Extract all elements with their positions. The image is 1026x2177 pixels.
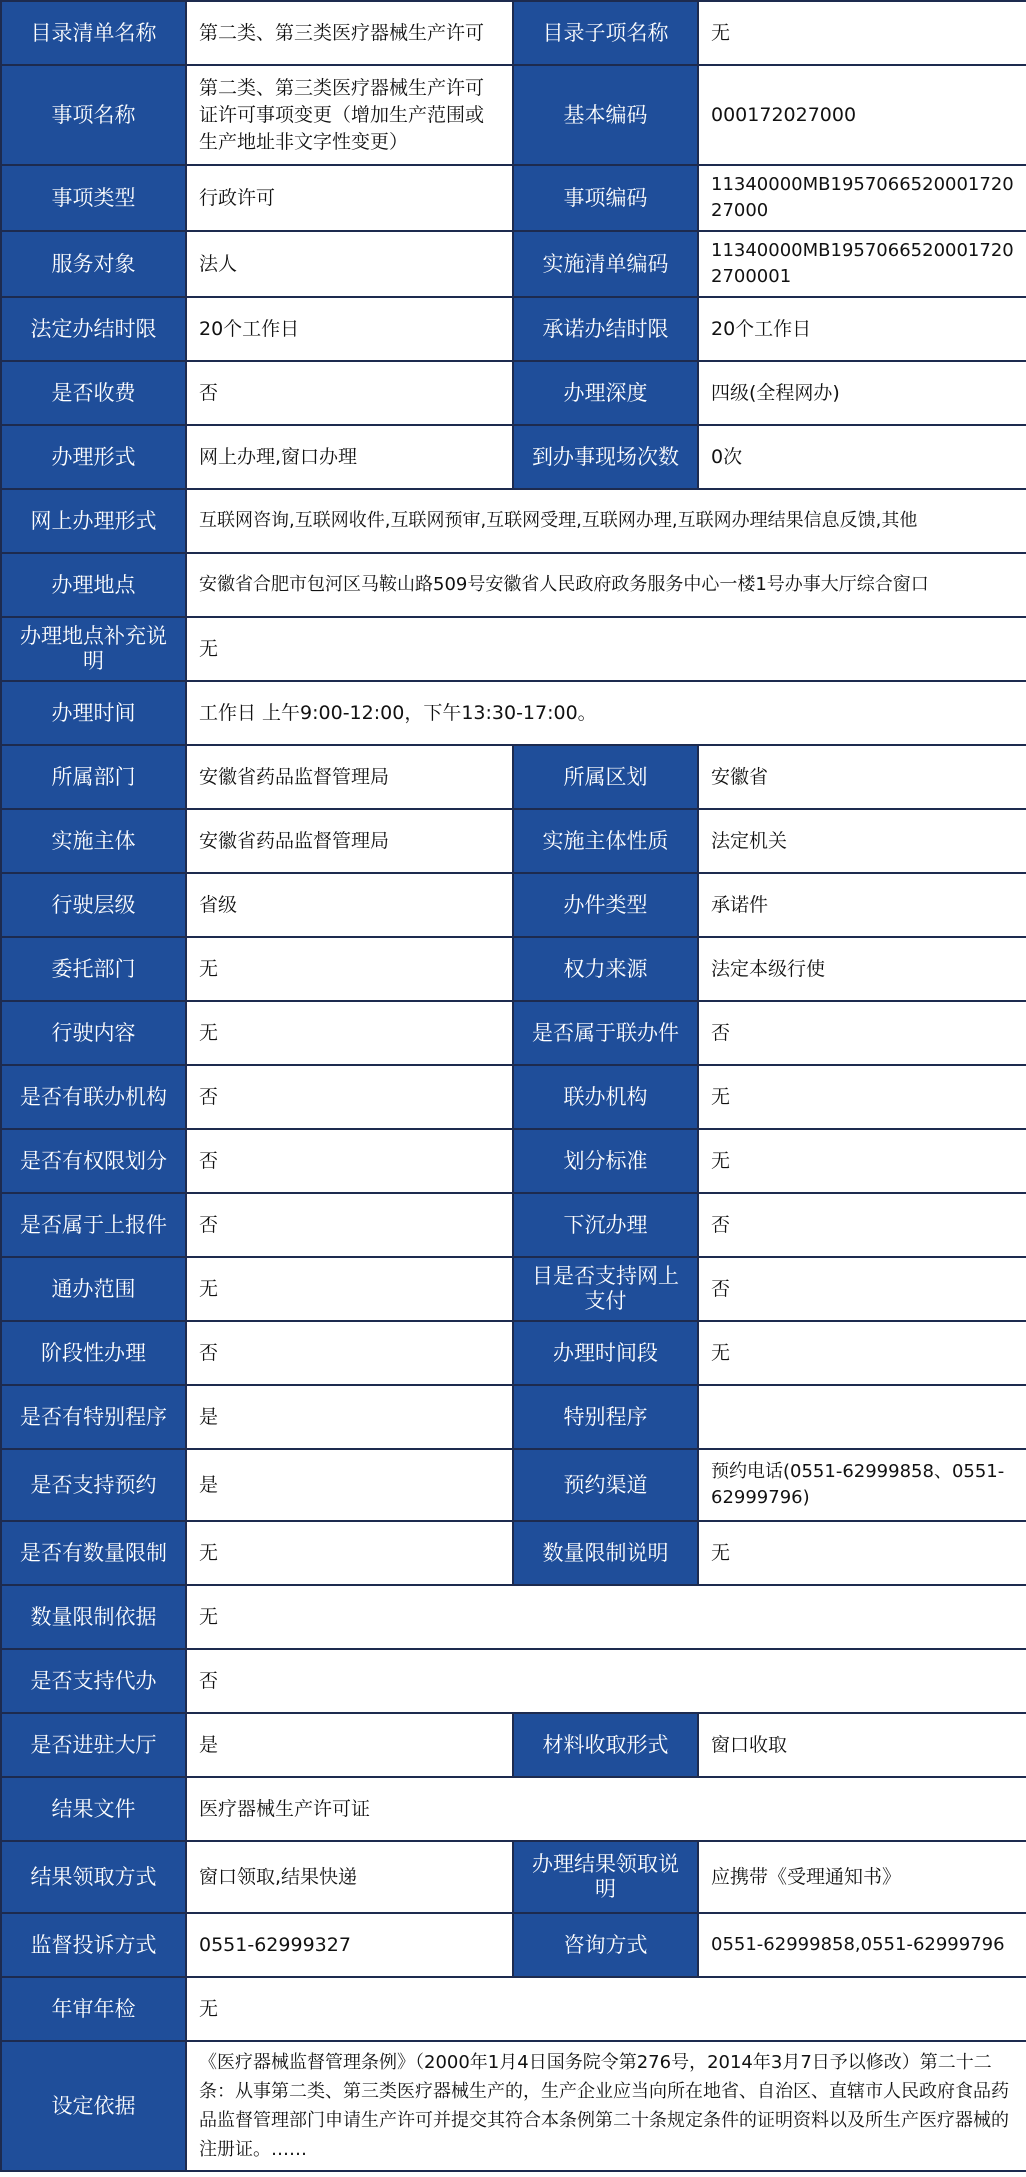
- field-value: 0次: [698, 425, 1026, 489]
- field-label: 数量限制说明: [513, 1521, 698, 1585]
- field-value: 窗口领取,结果快递: [186, 1841, 513, 1913]
- field-value: 0551-62999858,0551-62999796: [698, 1913, 1026, 1977]
- field-label: 办理地点补充说明: [1, 617, 186, 681]
- table-row: [1, 809, 1026, 873]
- field-label: 权力来源: [513, 937, 698, 1001]
- field-value: 无: [698, 1, 1026, 65]
- field-value: 安徽省药品监督管理局: [186, 809, 513, 873]
- field-value: 无: [186, 1001, 513, 1065]
- field-label: 是否有数量限制: [1, 1521, 186, 1585]
- field-value: 《医疗器械监督管理条例》（2000年1月4日国务院令第276号，2014年3月7日予以修改）第二十二条：从事第二类、第三类医疗器械生产的，生产企业应当向所在地省、自治区、直辖市人民政府食品药品监督管理部门申请生产许可并提交其符合本条例第二十条规定条件的证明资料以及所生产医疗器械的注册证。……: [186, 2041, 1026, 2171]
- table-row: [1, 1385, 1026, 1449]
- table-row: [1, 231, 1026, 297]
- field-label: 咨询方式: [513, 1913, 698, 1977]
- field-value: 第二类、第三类医疗器械生产许可证许可事项变更（增加生产范围或生产地址非文字性变更）: [186, 65, 513, 165]
- field-value: 否: [186, 1193, 513, 1257]
- field-value: 11340000MB19570665200017202700001: [698, 231, 1026, 297]
- field-value: 无: [186, 1521, 513, 1585]
- field-value: 11340000MB195706652000172027000: [698, 165, 1026, 231]
- field-label: 法定办结时限: [1, 297, 186, 361]
- field-label: 行驶层级: [1, 873, 186, 937]
- table-row: [1, 1193, 1026, 1257]
- field-value: 否: [186, 361, 513, 425]
- field-value: 否: [186, 1129, 513, 1193]
- table-row: [1, 617, 1026, 681]
- field-label: 所属区划: [513, 745, 698, 809]
- table-row: [1, 745, 1026, 809]
- field-label: 数量限制依据: [1, 1585, 186, 1649]
- field-value: 无: [186, 617, 1026, 681]
- table-row: [1, 361, 1026, 425]
- field-value: 无: [186, 1977, 1026, 2041]
- field-value: 安徽省合肥市包河区马鞍山路509号安徽省人民政府政务服务中心一楼1号办事大厅综合窗口: [186, 553, 1026, 617]
- field-label: 办件类型: [513, 873, 698, 937]
- table-row: [1, 1001, 1026, 1065]
- field-label: 是否有特别程序: [1, 1385, 186, 1449]
- field-value: 否: [186, 1065, 513, 1129]
- field-value: 否: [698, 1257, 1026, 1321]
- field-label: 网上办理形式: [1, 489, 186, 553]
- field-label: 委托部门: [1, 937, 186, 1001]
- field-value: 无: [698, 1129, 1026, 1193]
- field-label: 办理时间段: [513, 1321, 698, 1385]
- table-row: [1, 297, 1026, 361]
- table-row: [1, 1913, 1026, 1977]
- field-value: 省级: [186, 873, 513, 937]
- field-label: 办理深度: [513, 361, 698, 425]
- field-label: 实施清单编码: [513, 231, 698, 297]
- field-value: 否: [698, 1193, 1026, 1257]
- field-label: 联办机构: [513, 1065, 698, 1129]
- field-label: 年审年检: [1, 1977, 186, 2041]
- field-value: 20个工作日: [698, 297, 1026, 361]
- field-label: 实施主体: [1, 809, 186, 873]
- field-value: 无: [698, 1065, 1026, 1129]
- table-row: [1, 1257, 1026, 1321]
- field-label: 是否收费: [1, 361, 186, 425]
- field-value: 无: [186, 937, 513, 1001]
- field-label: 办理形式: [1, 425, 186, 489]
- field-value: 承诺件: [698, 873, 1026, 937]
- field-label: 结果文件: [1, 1777, 186, 1841]
- table-row: [1, 873, 1026, 937]
- field-label: 目是否支持网上支付: [513, 1257, 698, 1321]
- field-label: 目录清单名称: [1, 1, 186, 65]
- field-label: 特别程序: [513, 1385, 698, 1449]
- field-value: 法定机关: [698, 809, 1026, 873]
- field-value: 网上办理,窗口办理: [186, 425, 513, 489]
- field-label: 事项名称: [1, 65, 186, 165]
- field-value: 应携带《受理通知书》: [698, 1841, 1026, 1913]
- field-value: 无: [186, 1257, 513, 1321]
- field-value: 互联网咨询,互联网收件,互联网预审,互联网受理,互联网办理,互联网办理结果信息反馈,其他: [186, 489, 1026, 553]
- field-label: 实施主体性质: [513, 809, 698, 873]
- table-row: [1, 425, 1026, 489]
- table-row: [1, 1449, 1026, 1521]
- field-label: 预约渠道: [513, 1449, 698, 1521]
- table-row: [1, 1, 1026, 65]
- field-label: 划分标准: [513, 1129, 698, 1193]
- field-label: 办理地点: [1, 553, 186, 617]
- table-row: [1, 1521, 1026, 1585]
- field-value: 否: [186, 1321, 513, 1385]
- field-label: 是否有权限划分: [1, 1129, 186, 1193]
- field-label: 是否属于上报件: [1, 1193, 186, 1257]
- field-value: 行政许可: [186, 165, 513, 231]
- table-row: [1, 2041, 1026, 2171]
- field-value: 预约电话(0551-62999858、0551-62999796): [698, 1449, 1026, 1521]
- field-label: 是否支持代办: [1, 1649, 186, 1713]
- field-label: 目录子项名称: [513, 1, 698, 65]
- table-row: [1, 1585, 1026, 1649]
- field-label: 是否属于联办件: [513, 1001, 698, 1065]
- field-label: 基本编码: [513, 65, 698, 165]
- table-row: [1, 553, 1026, 617]
- field-value: 20个工作日: [186, 297, 513, 361]
- field-value: 000172027000: [698, 65, 1026, 165]
- table-row: [1, 1649, 1026, 1713]
- field-value: 是: [186, 1713, 513, 1777]
- field-label: 阶段性办理: [1, 1321, 186, 1385]
- table-row: [1, 1777, 1026, 1841]
- field-value: 四级(全程网办): [698, 361, 1026, 425]
- field-value: 窗口收取: [698, 1713, 1026, 1777]
- field-label: 所属部门: [1, 745, 186, 809]
- field-label: 承诺办结时限: [513, 297, 698, 361]
- field-label: 结果领取方式: [1, 1841, 186, 1913]
- table-row: [1, 1841, 1026, 1913]
- table-row: [1, 1321, 1026, 1385]
- field-value: 无: [698, 1521, 1026, 1585]
- table-row: [1, 165, 1026, 231]
- table-row: [1, 1977, 1026, 2041]
- field-value: 0551-62999327: [186, 1913, 513, 1977]
- field-value: 是: [186, 1449, 513, 1521]
- table-row: [1, 1065, 1026, 1129]
- field-label: 通办范围: [1, 1257, 186, 1321]
- field-label: 服务对象: [1, 231, 186, 297]
- field-value: [698, 1385, 1026, 1449]
- field-value: 是: [186, 1385, 513, 1449]
- field-value: 否: [186, 1649, 1026, 1713]
- field-label: 材料收取形式: [513, 1713, 698, 1777]
- table-row: [1, 1129, 1026, 1193]
- table-row: [1, 489, 1026, 553]
- field-label: 到办事现场次数: [513, 425, 698, 489]
- field-value: 安徽省药品监督管理局: [186, 745, 513, 809]
- field-value: 第二类、第三类医疗器械生产许可: [186, 1, 513, 65]
- field-value: 医疗器械生产许可证: [186, 1777, 1026, 1841]
- field-value: 无: [698, 1321, 1026, 1385]
- field-label: 行驶内容: [1, 1001, 186, 1065]
- field-label: 是否进驻大厅: [1, 1713, 186, 1777]
- field-value: 法人: [186, 231, 513, 297]
- field-label: 办理结果领取说明: [513, 1841, 698, 1913]
- field-label: 下沉办理: [513, 1193, 698, 1257]
- field-value: 工作日 上午9:00-12:00，下午13:30-17:00。: [186, 681, 1026, 745]
- field-value: 否: [698, 1001, 1026, 1065]
- field-label: 办理时间: [1, 681, 186, 745]
- field-label: 设定依据: [1, 2041, 186, 2171]
- field-label: 监督投诉方式: [1, 1913, 186, 1977]
- table-row: [1, 681, 1026, 745]
- field-label: 事项编码: [513, 165, 698, 231]
- table-row: [1, 65, 1026, 165]
- field-label: 是否支持预约: [1, 1449, 186, 1521]
- field-label: 是否有联办机构: [1, 1065, 186, 1129]
- table-row: [1, 1713, 1026, 1777]
- field-label: 事项类型: [1, 165, 186, 231]
- field-value: 无: [186, 1585, 1026, 1649]
- field-value: 安徽省: [698, 745, 1026, 809]
- table-row: [1, 937, 1026, 1001]
- field-value: 法定本级行使: [698, 937, 1026, 1001]
